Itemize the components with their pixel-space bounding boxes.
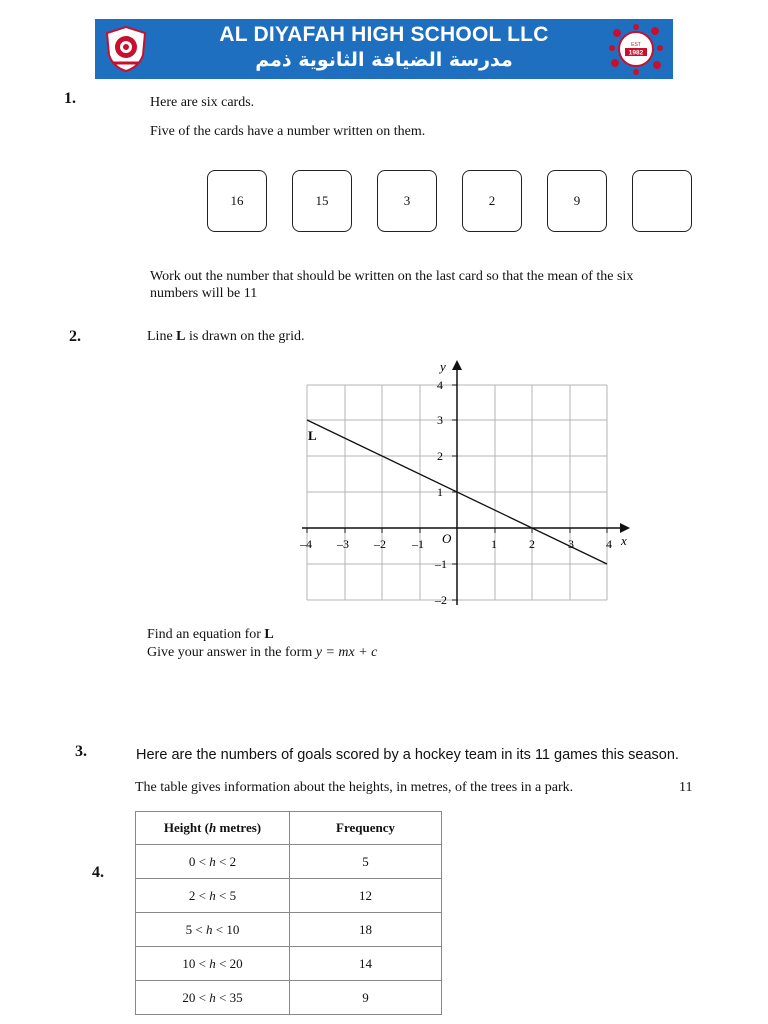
y-tick-label: 3 <box>437 413 443 427</box>
x-tick-label: 3 <box>568 537 574 551</box>
establishment-seal-icon <box>609 23 663 75</box>
frequency-table <box>135 811 442 1015</box>
q2-answer-form: Give your answer in the form y = mx + c <box>147 645 378 660</box>
question-number-3: 3. <box>75 743 87 760</box>
x-tick-label: 2 <box>529 537 535 551</box>
q1-line-2: Five of the cards have a number written on them. <box>150 124 426 139</box>
q1-instruction-line-2: numbers will be 11 <box>150 286 258 301</box>
question-number-4: 4. <box>92 864 104 881</box>
table-row: 10 < h < 20 14 <box>136 947 442 981</box>
x-tick-label: –4 <box>300 537 312 551</box>
table-row: 5 < h < 10 18 <box>136 913 442 947</box>
number-card: 2 <box>462 170 522 232</box>
school-name-arabic: مدرسة الضيافة الثانوية ذمم <box>255 49 513 71</box>
y-tick-label: 4 <box>437 378 443 392</box>
q1-line-1: Here are six cards. <box>150 95 255 110</box>
coordinate-grid <box>280 355 650 610</box>
svg-text:1982: 1982 <box>628 49 644 57</box>
blank-card <box>632 170 692 232</box>
line-l-label: L <box>308 428 317 443</box>
q1-instruction-line-1: Work out the number that should be written on the last card so that the mean of the six <box>150 269 634 284</box>
line-name: L <box>176 329 186 344</box>
x-tick-label: –2 <box>374 537 386 551</box>
table-row: 2 < h < 5 12 <box>136 879 442 913</box>
q2-intro: Line L is drawn on the grid. <box>147 329 305 344</box>
origin-label: O <box>442 531 452 546</box>
number-card: 3 <box>377 170 437 232</box>
question-number-1: 1. <box>64 90 76 107</box>
x-tick-label: 4 <box>606 537 612 551</box>
school-banner <box>95 19 673 79</box>
x-tick-label: –1 <box>412 537 424 551</box>
table-header-row <box>136 812 442 845</box>
number-card: 15 <box>292 170 352 232</box>
table-row: 20 < h < 35 9 <box>136 981 442 1015</box>
y-tick-label: 2 <box>437 449 443 463</box>
school-name: AL DIYAFAH HIGH SCHOOL LLC <box>219 23 549 46</box>
stray-number: 11 <box>679 780 693 795</box>
q4-intro: The table gives information about the heights, in metres, of the trees in a park. <box>135 780 574 795</box>
x-axis-arrow <box>620 523 630 533</box>
y-tick-label: –2 <box>435 593 447 607</box>
number-card: 9 <box>547 170 607 232</box>
y-tick-label: 1 <box>437 485 443 499</box>
y-tick-label: –1 <box>435 557 447 571</box>
frequency-column-header: Frequency <box>290 812 442 845</box>
x-tick-label: 1 <box>491 537 497 551</box>
q2-find-equation: Find an equation for L <box>147 627 274 642</box>
y-axis-label: y <box>440 359 446 374</box>
question-number-2: 2. <box>69 328 81 345</box>
x-tick-label: –3 <box>337 537 349 551</box>
svg-text:EST: EST <box>631 42 641 48</box>
y-axis-arrow <box>452 360 462 370</box>
equation-form: y = mx + c <box>315 645 378 660</box>
height-column-header: Height (h metres) <box>136 812 290 845</box>
number-card: 16 <box>207 170 267 232</box>
x-axis-label: x <box>621 533 627 548</box>
q3-text: Here are the numbers of goals scored by a hockey team in its 11 games this season. <box>136 747 679 763</box>
table-row: 0 < h < 2 5 <box>136 845 442 879</box>
